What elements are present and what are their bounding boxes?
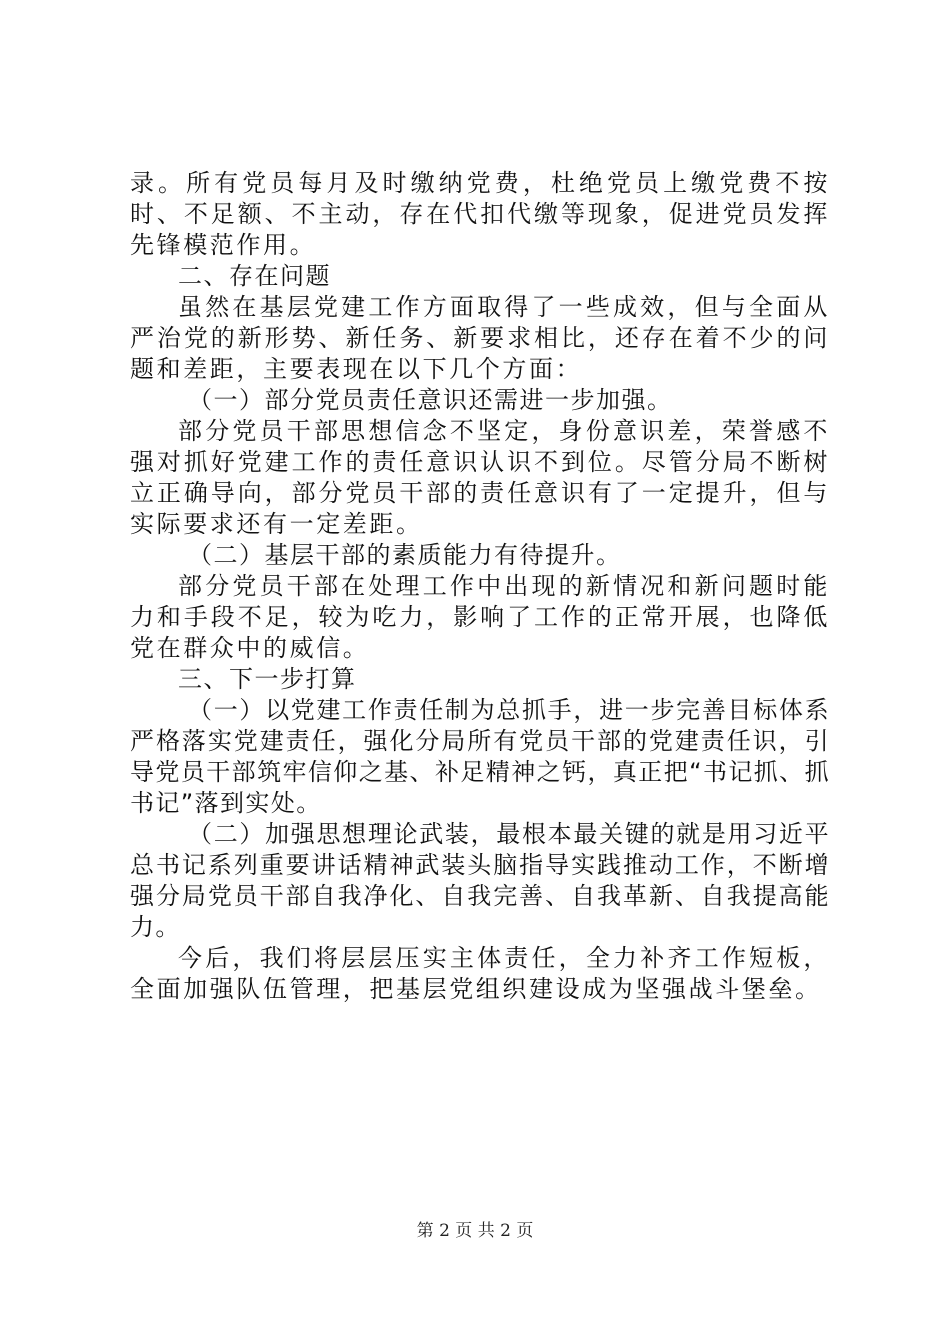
paragraph-next-step-1: （一）以党建工作责任制为总抓手，进一步完善目标体系严格落实党建责任，强化分局所有党员干部的党建责任识，引导党员干部筑牢信仰之基、补足精神之钙，真正把“书记抓、抓书记”落到实处。 [130,696,830,817]
paragraph-responsibility: 部分党员干部思想信念不坚定，身份意识差，荣誉感不强对抓好党建工作的责任意识认识不到位。尽管分局不断树立正确导向，部分党员干部的责任意识有了一定提升，但与实际要求还有一定差距。 [130,417,830,538]
paragraph-problems-intro: 虽然在基层党建工作方面取得了一些成效，但与全面从严治党的新形势、新任务、新要求相比，还存在着不少的问题和差距，主要表现在以下几个方面： [130,293,830,383]
section-heading-next-steps: 三、下一步打算 [178,665,357,693]
paragraph-conclusion: 今后，我们将层层压实主体责任，全力补齐工作短板，全面加强队伍管理，把基层党组织建设成为坚强战斗堡垒。 [130,944,830,1003]
paragraph-ability: 部分党员干部在处理工作中出现的新情况和新问题时能力和手段不足，较为吃力，影响了工作的正常开展，也降低党在群众中的威信。 [130,572,830,662]
subheading-responsibility: （一）部分党员责任意识还需进一步加强。 [188,386,673,414]
document-body [130,168,830,1005]
paragraph-continuation: 录。所有党员每月及时缴纳党费，杜绝党员上缴党费不按时、不足额、不主动，存在代扣代缴等现象，促进党员发挥先锋模范作用。 [130,169,830,259]
subheading-ability: （二）基层干部的素质能力有待提升。 [188,541,622,569]
page-number-footer: 第 2 页 共 2 页 [416,1221,534,1241]
paragraph-next-step-2: （二）加强思想理论武装，最根本最关键的就是用习近平总书记系列重要讲话精神武装头脑指导实践推动工作，不断增强分局党员干部自我净化、自我完善、自我革新、自我提高能力。 [130,820,830,941]
section-heading-problems: 二、存在问题 [178,262,331,290]
